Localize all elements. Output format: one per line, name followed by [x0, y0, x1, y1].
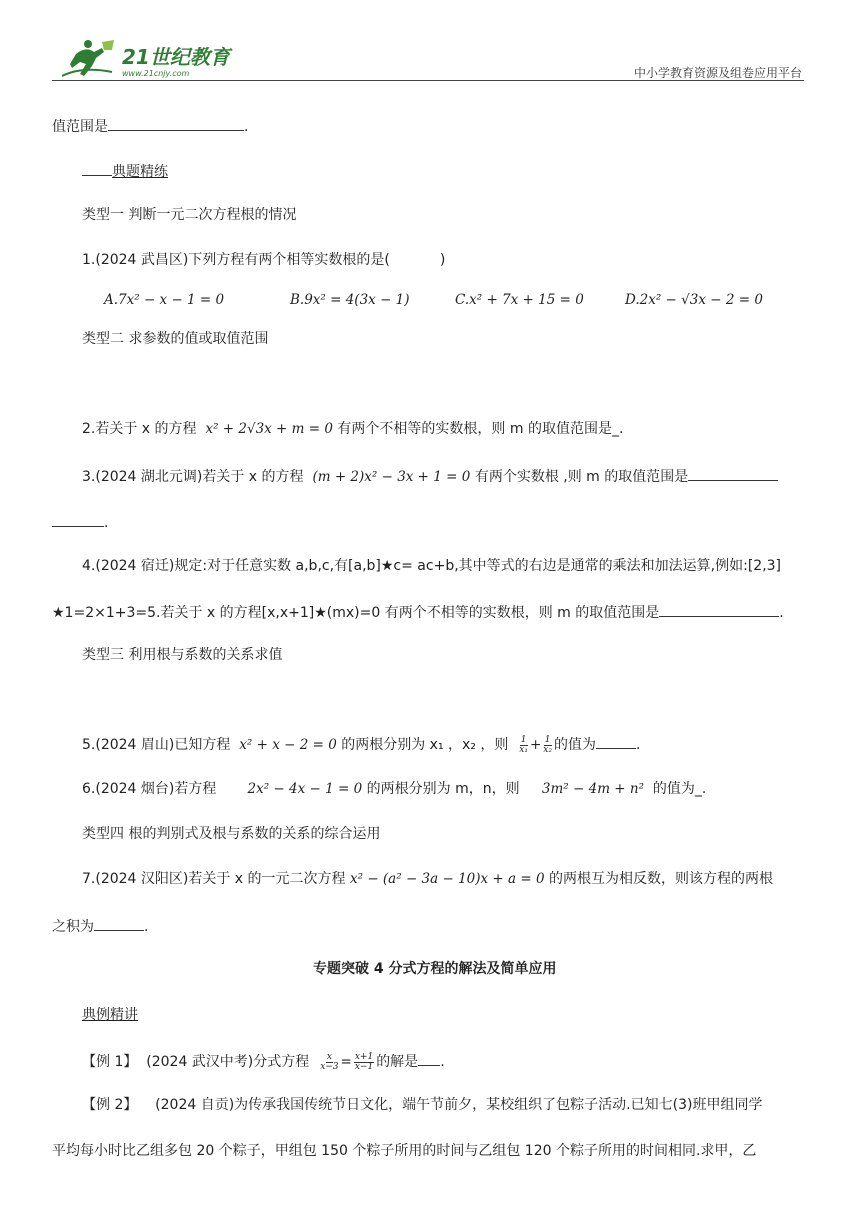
svg-text:21世纪教育: 21世纪教育 [122, 45, 230, 69]
fraction: $\frac{1}{\text{x₂}}$ [543, 734, 552, 755]
question-4-line-2: ★1=2×1+3=5.若关于 x 的方程[x,x+1]★(mx)=0 有两个不相等的实数根，则 m 的取值范围是 . [52, 601, 784, 623]
fraction: $\frac{x}{x-3}$ [320, 1051, 339, 1072]
platform-name: 中小学教育资源及组卷应用平台 [633, 66, 802, 80]
question-3-cont: . [52, 511, 108, 533]
example-2-line-2: 平均每小时比乙组多包 20 个粽子，甲组包 150 个粽子所用的时间与乙组包 120 个粽子所用的时间相同.求甲，乙 [52, 1143, 757, 1159]
answer-blank [596, 733, 636, 749]
line-0: 值范围是 . [52, 115, 248, 137]
type-1-heading: 类型一 判断一元二次方程根的情况 [82, 207, 297, 223]
question-2: 2.若关于 x 的方程 x² + 2√3x + m = 0 有两个不相等的实数根，则 m 的取值范围是_. [82, 421, 624, 437]
answer-blank [108, 115, 244, 131]
page-header [52, 36, 804, 82]
topic-title: 专题突破 4 分式方程的解法及简单应用 [313, 961, 557, 977]
sub-heading: 典例精讲 [82, 1007, 138, 1023]
question-7-cont: 之积为 . [52, 915, 148, 937]
question-5: 5.(2024 眉山)已知方程 x² + x − 2 = 0 的两根分别为 x₁ ，x₂ ，则 $\frac{1}{\text{x₁}}$ + $\frac{1}{\text{x₂}}$ 的值为 . [82, 734, 641, 755]
svg-text:www.21cnjy.com: www.21cnjy.com [122, 69, 190, 78]
answer-blank [659, 601, 779, 617]
type-3-heading: 类型三 利用根与系数的关系求值 [82, 647, 283, 663]
answer-blank [418, 1050, 440, 1066]
question-4-line-1: 4.(2024 宿迁)规定:对于任意实数 a,b,c,有[a,b]★c= ac+b,其中等式的右边是通常的乘法和加法运算,例如:[2,3] [82, 558, 782, 574]
question-7: 7.(2024 汉阳区)若关于 x 的一元二次方程 x² − (a² − 3a − 10)x + a = 0 的两根互为相反数，则该方程的两根 [82, 871, 774, 887]
logo-icon [62, 36, 242, 80]
example-2-line-1: 【例 2】 (2024 自贡)为传承我国传统节日文化，端午节前夕，某校组织了包粽子活动.已知七(3)班甲组同学 [82, 1097, 763, 1113]
q1-option-d: D.2x² − √3x − 2 = 0 [625, 292, 763, 308]
question-1: 1.(2024 武昌区)下列方程有两个相等实数根的是( ) [82, 252, 446, 268]
example-1: 【例 1】 (2024 武汉中考)分式方程 $\frac{x}{x-3}$ = $\frac{x+1}{x-1}$ 的解是 . [82, 1051, 445, 1072]
q1-option-a: A.7x² − x − 1 = 0 [104, 292, 225, 308]
type-2-heading: 类型二 求参数的值或取值范围 [82, 331, 269, 347]
question-3: 3.(2024 湖北元调)若关于 x 的方程 (m + 2)x² − 3x + 1 = 0 有两个实数根 ,则 m 的取值范围是 [82, 465, 778, 487]
q1-option-b: B.9x² = 4(3x − 1) [290, 292, 410, 308]
section-heading: 典题精练 [82, 160, 168, 182]
header-divider [52, 80, 804, 81]
answer-blank [52, 511, 104, 527]
question-6: 6.(2024 烟台)若方程 2x² − 4x − 1 = 0 的两根分别为 m，n，则 3m² − 4m + n² 的值为_. [82, 781, 707, 797]
answer-blank [94, 915, 144, 931]
fraction: $\frac{x+1}{x-1}$ [354, 1051, 374, 1072]
answer-blank [688, 465, 778, 481]
type-4-heading: 类型四 根的判别式及根与系数的关系的综合运用 [82, 826, 381, 842]
q1-option-c: C.x² + 7x + 15 = 0 [455, 292, 584, 308]
fraction: $\frac{1}{\text{x₁}}$ [519, 734, 528, 755]
